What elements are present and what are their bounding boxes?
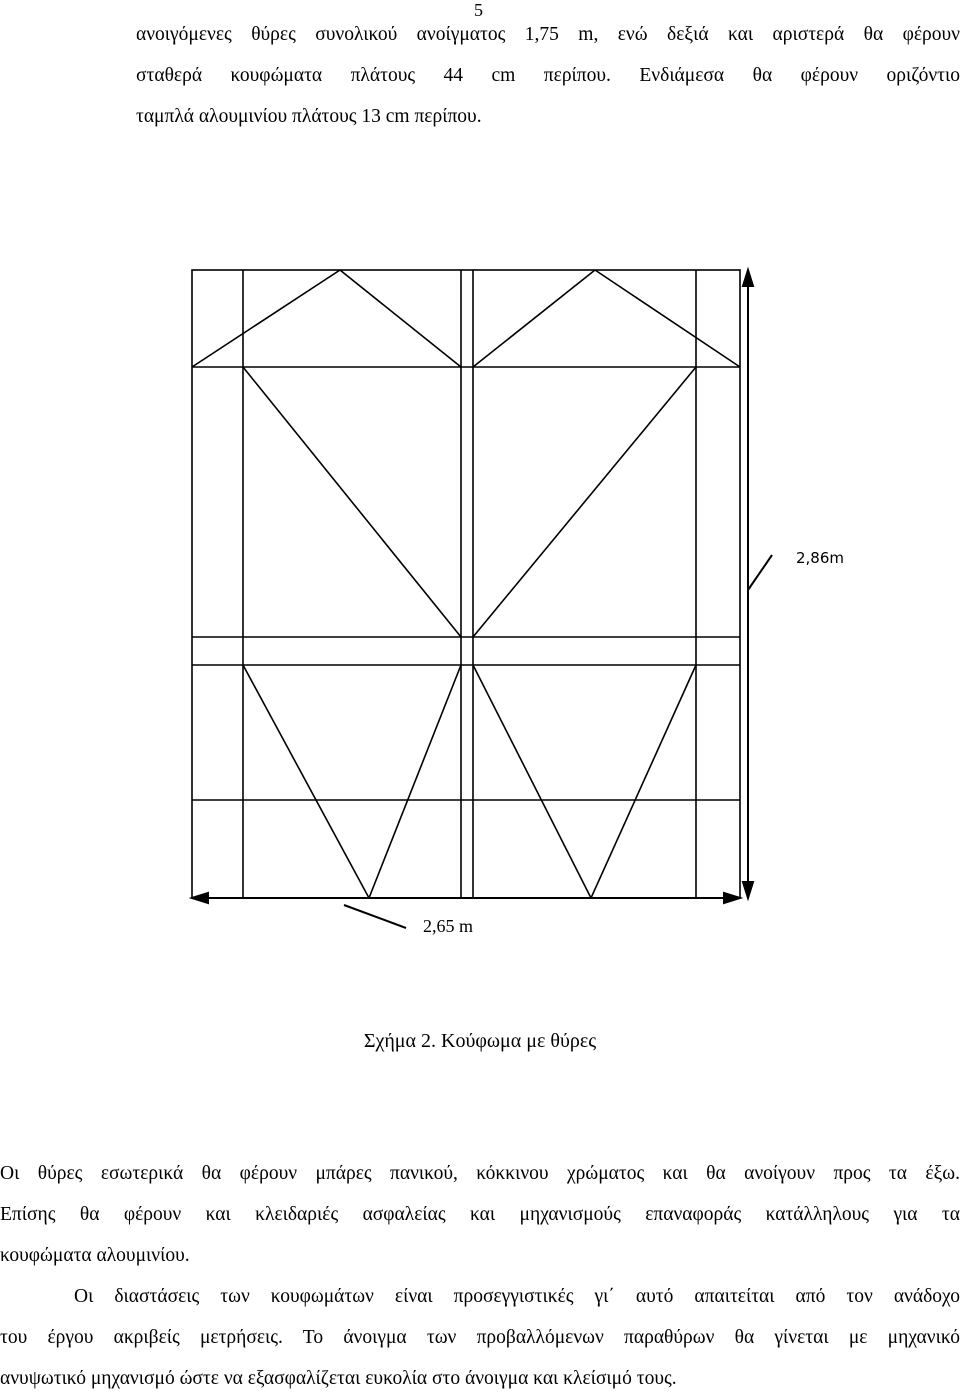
height-arrow-bottom bbox=[743, 882, 753, 898]
intro-paragraph bbox=[136, 14, 960, 137]
width-label: 2,65 m bbox=[423, 916, 474, 936]
height-arrow-top bbox=[743, 270, 753, 286]
door-diagonal bbox=[473, 367, 696, 637]
figure-caption: Σχήμα 2. Κούφωμα με θύρες bbox=[363, 1030, 597, 1052]
body-line: κουφώματα αλουμινίου. bbox=[0, 1245, 190, 1266]
left-light-top-diagonal bbox=[340, 270, 461, 367]
width-arrow-left bbox=[192, 893, 208, 903]
body-line: Οι διαστάσεις των κουφωμάτων είναι προσεγγιστικές γι΄ αυτό απαιτείται από τον ανάδοχο bbox=[74, 1286, 960, 1307]
outer-frame bbox=[192, 270, 740, 898]
body-line: ανυψωτικό μηχανισμό ώστε να εξασφαλίζεται ευκολία στο άνοιγμα και κλείσιμό τους. bbox=[0, 1368, 677, 1389]
door-diagonal bbox=[591, 665, 696, 898]
window-frame-diagram bbox=[0, 250, 960, 950]
door-diagonal bbox=[243, 665, 369, 898]
door-diagonal bbox=[473, 665, 591, 898]
body-line: Επίσης θα φέρουν και κλειδαριές ασφαλείας και μηχανισμούς επαναφοράς κατάλληλους για τα bbox=[0, 1204, 960, 1225]
intro-line: ανοιγόμενες θύρες συνολικού ανοίγματος 1,75 m, ενώ δεξιά και αριστερά θα φέρουν bbox=[136, 24, 960, 45]
height-label: 2,86m bbox=[796, 549, 845, 567]
body-line: Οι θύρες εσωτερικά θα φέρουν μπάρες πανικού, κόκκινου χρώματος και θα ανοίγουν προς τα έξω. bbox=[0, 1163, 960, 1184]
body-paragraph bbox=[0, 1153, 960, 1399]
door-diagonal bbox=[369, 665, 461, 898]
page-number: 5 bbox=[474, 0, 483, 20]
width-leader-line bbox=[344, 905, 406, 928]
right-light-top-diagonal bbox=[473, 270, 595, 367]
right-light-top-diagonal bbox=[595, 270, 740, 367]
left-light-top-diagonal bbox=[192, 270, 340, 367]
intro-line: σταθερά κουφώματα πλάτους 44 cm περίπου. Ενδιάμεσα θα φέρουν οριζόντιο bbox=[136, 65, 960, 86]
door-diagonal bbox=[243, 367, 461, 637]
width-arrow-right bbox=[724, 893, 740, 903]
height-leader-line bbox=[748, 555, 772, 590]
body-line: του έργου ακριβείς μετρήσεις. Το άνοιγμα των προβαλλόμενων παραθύρων θα γίνεται με μηχανικό bbox=[0, 1327, 960, 1348]
intro-line: ταμπλά αλουμινίου πλάτους 13 cm περίπου. bbox=[136, 106, 482, 127]
